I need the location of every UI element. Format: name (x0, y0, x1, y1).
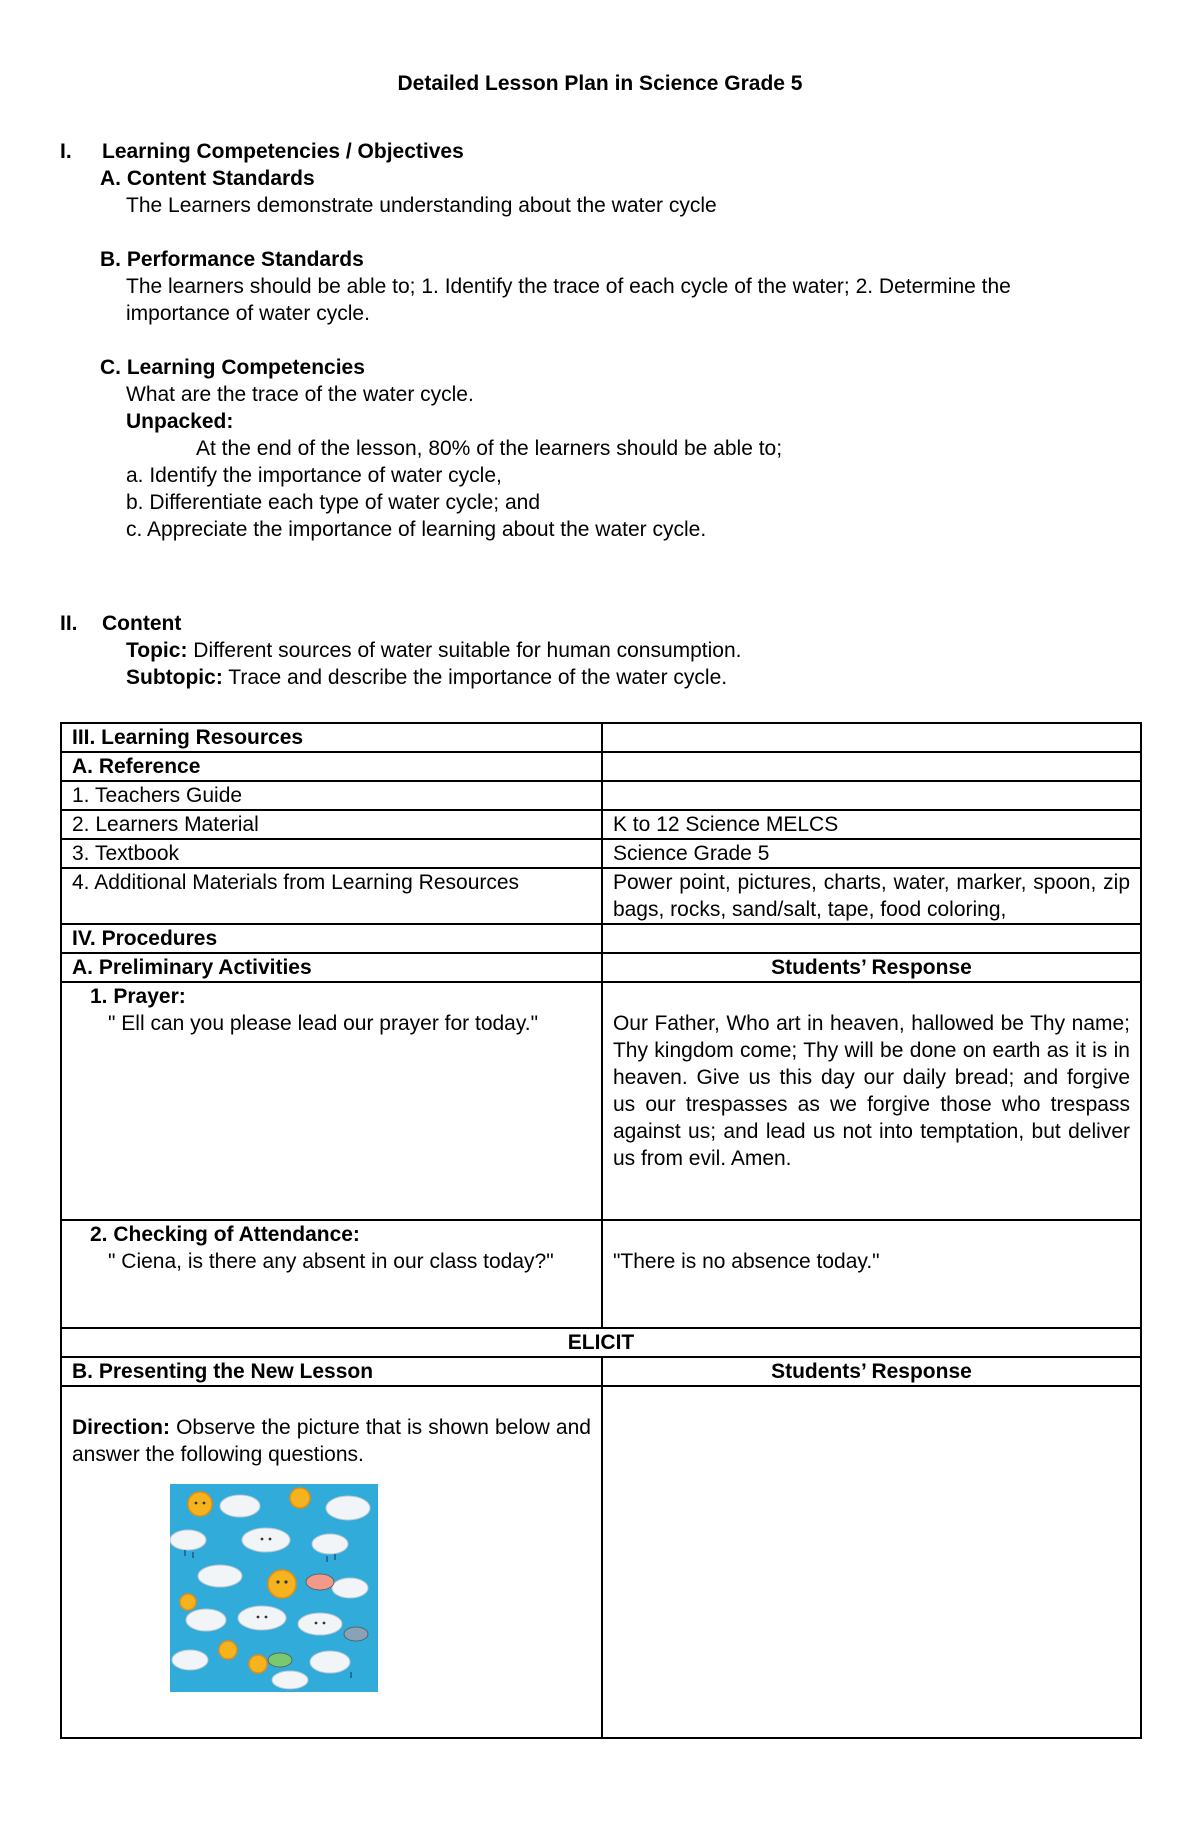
objective-b: b. Differentiate each type of water cycle; and (126, 491, 541, 514)
learners-material-label: 2. Learners Material (61, 810, 602, 839)
section-numeral: II. (60, 612, 78, 635)
table-row (61, 868, 1141, 924)
textbook-value: Science Grade 5 (602, 839, 1141, 868)
section-content (60, 610, 1140, 691)
lesson-table (60, 722, 1142, 1739)
direction-text: Observe the picture that is shown below and answer the following questions. (72, 1416, 591, 1466)
teachers-guide-label: 1. Teachers Guide (61, 781, 602, 810)
presenting-cell (61, 1386, 602, 1738)
table-row (61, 723, 1141, 752)
weather-clouds-image (170, 1484, 378, 1692)
table-row (61, 924, 1141, 953)
content-standards-text: The Learners demonstrate understanding about the water cycle (126, 194, 717, 217)
objective-a: a. Identify the importance of water cycle, (126, 464, 502, 487)
prayer-response-cell (602, 982, 1141, 1220)
section-objectives (60, 138, 1140, 165)
additional-materials-label: 4. Additional Materials from Learning Resources (61, 868, 602, 924)
section-heading: Learning Competencies / Objectives (102, 140, 464, 163)
prayer-heading: 1. Prayer: (90, 985, 186, 1008)
weather-clouds-picture (170, 1484, 378, 1692)
subtopic-label: Subtopic: (126, 666, 223, 689)
content-standards (100, 165, 1140, 219)
topic-label: Topic: (126, 639, 188, 662)
prayer-response: Our Father, Who art in heaven, hallowed be Thy name; Thy kingdom come; Thy will be done on earth as it is in heaven. Give us this day our daily bread; and forgive us our trespasses as we forgive those who trespass against us; and lead us not into temptation, but deliver us from evil. Amen. (612, 1012, 1130, 1170)
attendance-cell (61, 1220, 602, 1328)
subtopic-text: Trace and describe the importance of the water cycle. (222, 666, 728, 689)
attendance-response-cell (602, 1220, 1141, 1328)
topic-text: Different sources of water suitable for human consumption. (187, 639, 742, 662)
presenting-heading: B. Presenting the New Lesson (61, 1357, 602, 1386)
preliminary-heading: A. Preliminary Activities (61, 953, 602, 982)
students-response-header: Students’ Response (602, 953, 1141, 982)
attendance-heading: 2. Checking of Attendance: (90, 1223, 360, 1246)
table-row (61, 953, 1141, 982)
prayer-text: " Ell can you please lead our prayer for today." (108, 1012, 539, 1035)
resources-heading: III. Learning Resources (61, 723, 602, 752)
content-standards-heading: A. Content Standards (100, 167, 315, 190)
unpacked-intro: At the end of the lesson, 80% of the learners should be able to; (196, 437, 783, 460)
page-title: Detailed Lesson Plan in Science Grade 5 (397, 72, 803, 95)
learning-competencies-heading: C. Learning Competencies (100, 356, 365, 379)
objective-c: c. Appreciate the importance of learning about the water cycle. (126, 518, 707, 541)
table-row (61, 1220, 1141, 1328)
table-row (61, 1357, 1141, 1386)
table-row (61, 810, 1141, 839)
attendance-text: " Ciena, is there any absent in our class today?" (108, 1250, 554, 1273)
table-row (61, 982, 1141, 1220)
table-row (61, 781, 1141, 810)
elicit-heading: ELICIT (61, 1328, 1141, 1357)
procedures-heading: IV. Procedures (61, 924, 602, 953)
attendance-response: "There is no absence today." (612, 1250, 880, 1273)
learning-competencies (100, 354, 1100, 543)
textbook-label: 3. Textbook (61, 839, 602, 868)
prayer-cell (61, 982, 602, 1220)
performance-standards-text: The learners should be able to; 1. Identify the trace of each cycle of the water; 2. Determine the importance of water cycle. (126, 275, 1011, 325)
table-row (61, 839, 1141, 868)
direction-label: Direction: (72, 1416, 171, 1439)
performance-standards (100, 246, 1100, 327)
learners-material-value: K to 12 Science MELCS (602, 810, 1141, 839)
unpacked-label: Unpacked: (126, 410, 234, 433)
performance-standards-heading: B. Performance Standards (100, 248, 364, 271)
table-row (61, 1328, 1141, 1357)
reference-heading: A. Reference (61, 752, 602, 781)
section-numeral: I. (60, 140, 72, 163)
table-row (61, 1386, 1141, 1738)
additional-materials-value: Power point, pictures, charts, water, marker, spoon, zip bags, rocks, sand/salt, tape, food coloring, (602, 868, 1141, 924)
students-response-header-2: Students’ Response (602, 1357, 1141, 1386)
section-heading: Content (102, 612, 182, 635)
table-row (61, 752, 1141, 781)
learning-competencies-text: What are the trace of the water cycle. (126, 383, 474, 406)
